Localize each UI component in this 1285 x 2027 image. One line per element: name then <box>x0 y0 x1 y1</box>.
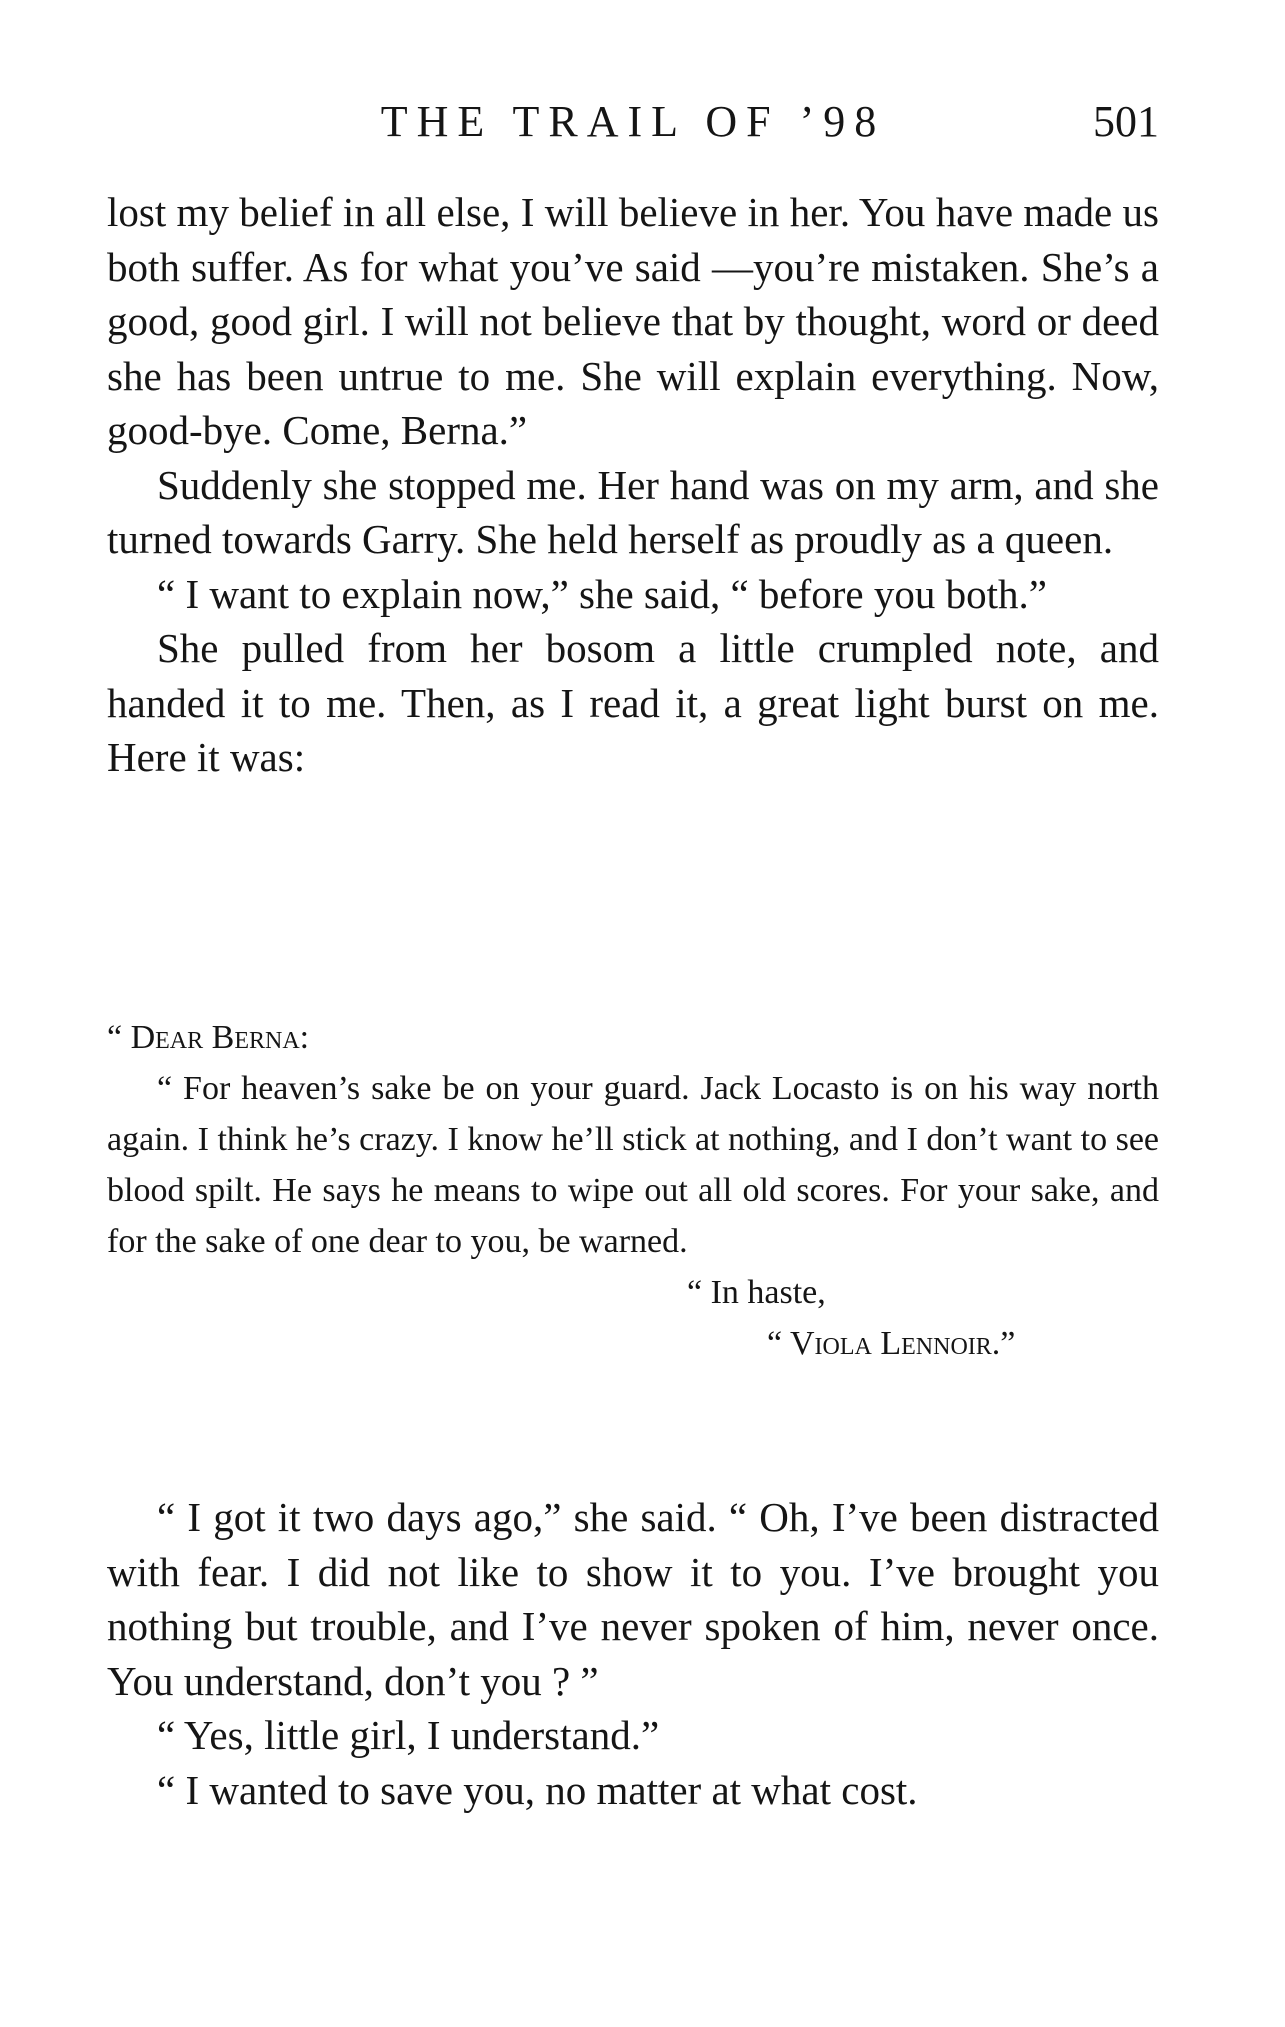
quoted-letter <box>107 1012 1159 1369</box>
paragraph: “ I got it two days ago,” she said. “ Oh, I’ve been distracted with fear. I did not like to show it to you. I’ve brought you nothing but trouble, and I’ve never spoken of him, never once. You understand, don’t you ? ” <box>107 1494 1159 1704</box>
letter-closing: “ In haste, <box>687 1274 826 1311</box>
paragraph: Suddenly she stopped me. Her hand was on my arm, and she turned towards Garry. She held herself as proudly as a queen. <box>107 461 1159 562</box>
paragraph: lost my belief in all else, I will believe in her. You have made us both suffer. As for what you’ve said —you’re mistaken. She’s a good, good girl. I will not believe that by thought, word or deed she has been untrue to me. She will explain everything. Now, good-bye. Come, Berna.” <box>107 189 1159 453</box>
letter-salutation: “ Dear Berna: <box>107 1019 310 1056</box>
body-text-top <box>107 185 1159 785</box>
paragraph: She pulled from her bosom a little crumpled note, and handed it to me. Then, as I read it, a great light burst on me. Here it was: <box>107 625 1159 780</box>
body-text-bottom <box>107 1490 1159 1817</box>
letter-body: “ For heaven’s sake be on your guard. Jack Locasto is on his way north again. I think he’s crazy. I know he’ll stick at nothing, and I don’t want to see blood spilt. He says he means to wipe out all old scores. For your sake, and for the sake of one dear to you, be warned. <box>107 1070 1159 1260</box>
running-head <box>107 92 1159 152</box>
letter-signature: “ Viola Lennoir.” <box>767 1325 1016 1362</box>
running-title: THE TRAIL OF ’98 <box>380 97 886 146</box>
paragraph: “ I wanted to save you, no matter at what cost. <box>157 1766 918 1813</box>
paragraph: “ I want to explain now,” she said, “ before you both.” <box>157 570 1047 617</box>
paragraph: “ Yes, little girl, I understand.” <box>157 1712 660 1758</box>
page-number: 501 <box>1093 97 1159 146</box>
